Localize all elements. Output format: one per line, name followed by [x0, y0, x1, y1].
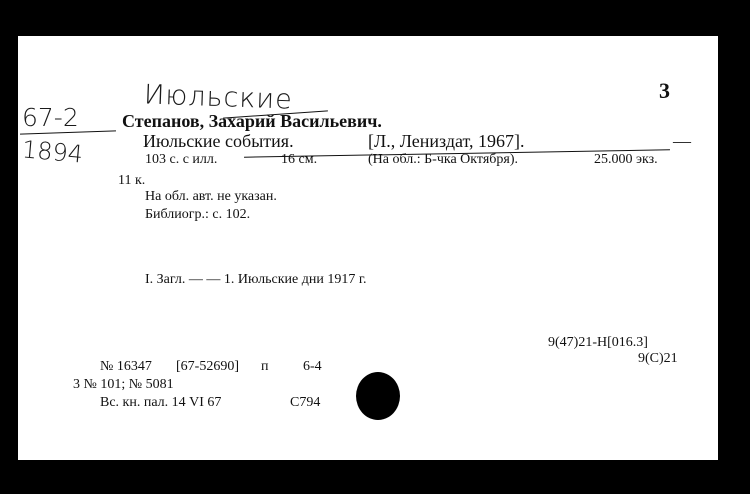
punch-hole — [356, 372, 400, 420]
author-heading: Степанов, Захарий Васильевич. — [122, 111, 382, 131]
imprint-text: [Л., Лениздат, 1967]. — [368, 131, 525, 151]
record-number: № 16347 — [100, 359, 152, 374]
title-text: Июльские события. — [143, 131, 294, 151]
card-code: С794 — [290, 395, 321, 410]
collation: 103 с. с илл. — [145, 152, 218, 167]
dash: — — [673, 131, 691, 151]
handwritten-call-number-bottom: 1894 — [20, 135, 85, 169]
classification-number-secondary: 9(С)21 — [638, 351, 678, 366]
subject-tracing: I. Загл. — — 1. Июльские дни 1917 г. — [145, 272, 367, 287]
list-number: 3 № 101; № 5081 — [73, 377, 174, 392]
handwritten-call-number-top: 67-2 — [22, 103, 79, 132]
catalog-card — [18, 36, 718, 460]
print-run: 6-4 — [303, 359, 322, 374]
copies: 25.000 экз. — [594, 152, 658, 167]
card-number: 3 — [659, 78, 670, 103]
card-symbol: п — [261, 359, 269, 374]
series-note: (На обл.: Б-чка Октября). — [368, 152, 519, 167]
price: 11 к. — [118, 173, 146, 188]
handwritten-title-note: Июльские — [143, 79, 294, 116]
note-author: На обл. авт. не указан. — [145, 189, 277, 204]
classification-number: 9(47)21-Н[016.3] — [548, 335, 648, 350]
book-chamber-line: Вс. кн. пал. 14 VI 67 — [100, 395, 222, 410]
lc-number: [67-52690] — [176, 359, 239, 374]
size: 16 см. — [281, 152, 318, 167]
note-bibliography: Библиогр.: с. 102. — [145, 207, 251, 222]
